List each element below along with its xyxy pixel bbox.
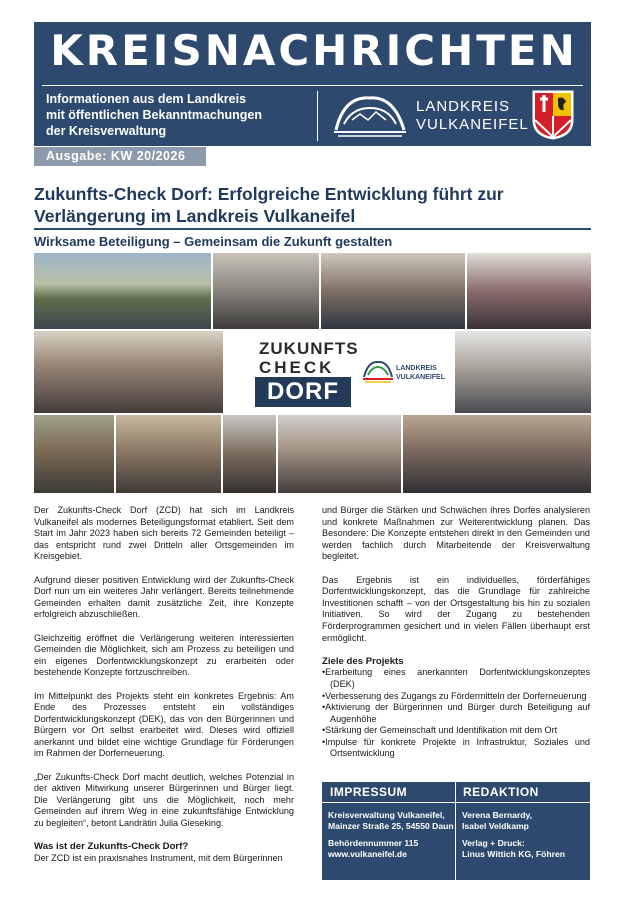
- list-item: •Verbesserung des Zugangs zu Fördermitteln der Dorferneuerung: [322, 690, 587, 701]
- logo-line: VULKANEIFEL: [416, 116, 529, 133]
- impressum-contact: [328, 838, 418, 860]
- paragraph: Das Ergebnis ist ein individuelles, förderfähiges Dorfentwicklungskonzept, das die Grundlage für zahlreiche Investitionen schafft – von der Ortsgestaltung bis hin zu sozialen Initiativen. So wird der Zugang zu bestehenden Förderprogrammen gesichert und in vielen Fällen überhaupt erst ermöglicht.: [322, 574, 590, 643]
- paragraph: Der Zukunfts-Check Dorf (ZCD) hat sich im Landkreis Vulkaneifel als modernes Beteiligungsformat etabliert. Seit dem Start im Jahr 2023 haben sich bereits 72 Gemeinden beteiligt – das entspricht rund zwei Dritteln aller Ortsgemeinden im Kreisgebiet.: [34, 505, 294, 562]
- group-photo: [34, 253, 211, 329]
- goals-list: [322, 667, 590, 760]
- impressum-box: [322, 782, 590, 880]
- impressum-address: [328, 810, 454, 832]
- group-photo: [34, 415, 114, 493]
- paragraph: Aufgrund dieser positiven Entwicklung wird der Zukunfts-Check Dorf nun um ein weiteres Jahr verlängert. Bereits teilnehmende Gemeinden erhalten damit zusätzliche Zeit, ihre Konzepte erfolgreich abzuschließen.: [34, 574, 294, 620]
- issue-label: Ausgabe: KW 20/2026: [34, 147, 206, 166]
- zukunfts-check-dorf-logo: [225, 335, 453, 411]
- article-headline: Zukunfts-Check Dorf: Erfolgreiche Entwicklung führt zur Verlängerung im Landkreis Vulkaneifel: [34, 184, 504, 226]
- paragraph: Im Mittelpunkt des Projekts steht ein konkretes Ergebnis: Am Ende des Prozesses entsteht ein vollständiges Dorfentwicklungskonzept (DEK), das von den Bürgerinnen und Bürgern vor Ort selbst erarbeitet wird. Dieses wird offiziell anerkannt und bildet eine wichtige Grundlage für Förderungen im Rahmen der Dorferneuerung.: [34, 690, 294, 759]
- paragraph: und Bürger die Stärken und Schwächen ihres Dorfes analysieren und konkrete Maßnahmen zur Weiterentwicklung planen. Das Besondere: Die Konzepte entstehen direkt in den Gemeinden und werden fachlich durch Mitarbeitende der Kreisverwaltung begleitet.: [322, 505, 590, 562]
- redaktion-publisher: [462, 838, 565, 860]
- quote-paragraph: „Der Zukunfts-Check Dorf macht deutlich, welches Potenzial in der aktiven Mitwirkung unserer Bürgerinnen und Bürger liegt. Die Verlängerung gibt uns die Möglichkeit, noch mehr Gemeinden auf ihrem Weg in eine zukunftsfähige Entwicklung zu begleiten“, betont Landrätin Julia Gieseking.: [34, 771, 294, 829]
- list-item: •Stärkung der Gemeinschaft und Identifikation mit dem Ort: [322, 725, 558, 736]
- section-heading: Ziele des Projekts: [322, 655, 404, 667]
- redaktion-line: Isabel Veldkamp: [462, 821, 529, 831]
- group-photo: [34, 331, 223, 413]
- group-photo: [321, 253, 465, 329]
- logo-caption: [396, 364, 445, 382]
- redaktion-line: Verena Bernardy,: [462, 810, 533, 820]
- redaktion-line: Verlag + Druck:: [462, 838, 525, 848]
- logo-line: LANDKREIS: [416, 98, 511, 115]
- photo-collage: [34, 253, 591, 493]
- group-photo: [467, 253, 591, 329]
- logo-line: LANDKREIS: [396, 365, 437, 372]
- impressum-line: Kreisverwaltung Vulkaneifel,: [328, 810, 445, 820]
- headline-rule: [34, 228, 591, 230]
- article-column-1: [34, 505, 294, 864]
- masthead-banner: [34, 22, 591, 146]
- group-photo: [403, 415, 591, 493]
- list-item: •Erarbeitung eines anerkannten Dorfentwicklungskonzeptes (DEK): [322, 667, 590, 689]
- article-subheadline: Wirksame Beteiligung – Gemeinsam die Zukunft gestalten: [34, 234, 393, 249]
- logo-text: DORF: [255, 377, 351, 407]
- subtitle-line: Informationen aus dem Landkreis: [46, 92, 247, 106]
- masthead-title: KREISNACHRICHTEN: [50, 26, 578, 75]
- group-photo: [213, 253, 319, 329]
- paragraph: Der ZCD ist ein praxisnahes Instrument, mit dem Bürgerinnen: [34, 852, 283, 863]
- redaktion-heading: REDAKTION: [463, 785, 539, 799]
- logo-text: ZUKUNFTS: [259, 339, 359, 358]
- section-heading: Was ist der Zukunfts-Check Dorf?: [34, 841, 189, 853]
- coat-of-arms-icon: [532, 90, 574, 140]
- landkreis-logo-icon: [330, 90, 410, 140]
- landkreis-name: [416, 98, 529, 134]
- impressum-line: Mainzer Straße 25, 54550 Daun: [328, 821, 454, 831]
- subtitle-line: mit öffentlichen Bekanntmachungen: [46, 108, 262, 122]
- masthead-divider: [317, 91, 318, 141]
- redaktion-editors: [462, 810, 532, 832]
- list-item: •Aktivierung der Bürgerinnen und Bürger durch Beteiligung auf Augenhöhe: [322, 702, 590, 724]
- subtitle-line: der Kreisverwaltung: [46, 124, 167, 138]
- group-photo: [455, 331, 591, 413]
- impressum-line: www.vulkaneifel.de: [328, 849, 407, 859]
- impressum-line: Behördennummer 115: [328, 838, 419, 848]
- group-photo: [116, 415, 221, 493]
- masthead-subtitle: [46, 91, 306, 139]
- article-column-2: [322, 505, 590, 760]
- logo-line: VULKANEIFEL: [396, 374, 445, 381]
- impressum-rule: [322, 802, 590, 803]
- impressum-heading: IMPRESSUM: [330, 785, 408, 799]
- paragraph: Gleichzeitig eröffnet die Verlängerung weiteren interessierten Gemeinden die Möglichkeit, sich am Prozess zu beteiligen und ein eigenes Dorfentwicklungskonzept zu erarbeiten oder bestehende Konzepte fortzuschreiben.: [34, 632, 294, 678]
- impressum-divider: [455, 782, 456, 880]
- group-photo: [223, 415, 276, 493]
- masthead-rule: [42, 85, 583, 86]
- logo-text: CHECK: [259, 358, 335, 377]
- group-photo: [278, 415, 401, 493]
- redaktion-line: Linus Wittich KG, Föhren: [462, 849, 566, 859]
- landkreis-logo-icon: [362, 359, 394, 383]
- list-item: •Impulse für konkrete Projekte in Infrastruktur, Soziales und Ortsentwicklung: [322, 736, 590, 759]
